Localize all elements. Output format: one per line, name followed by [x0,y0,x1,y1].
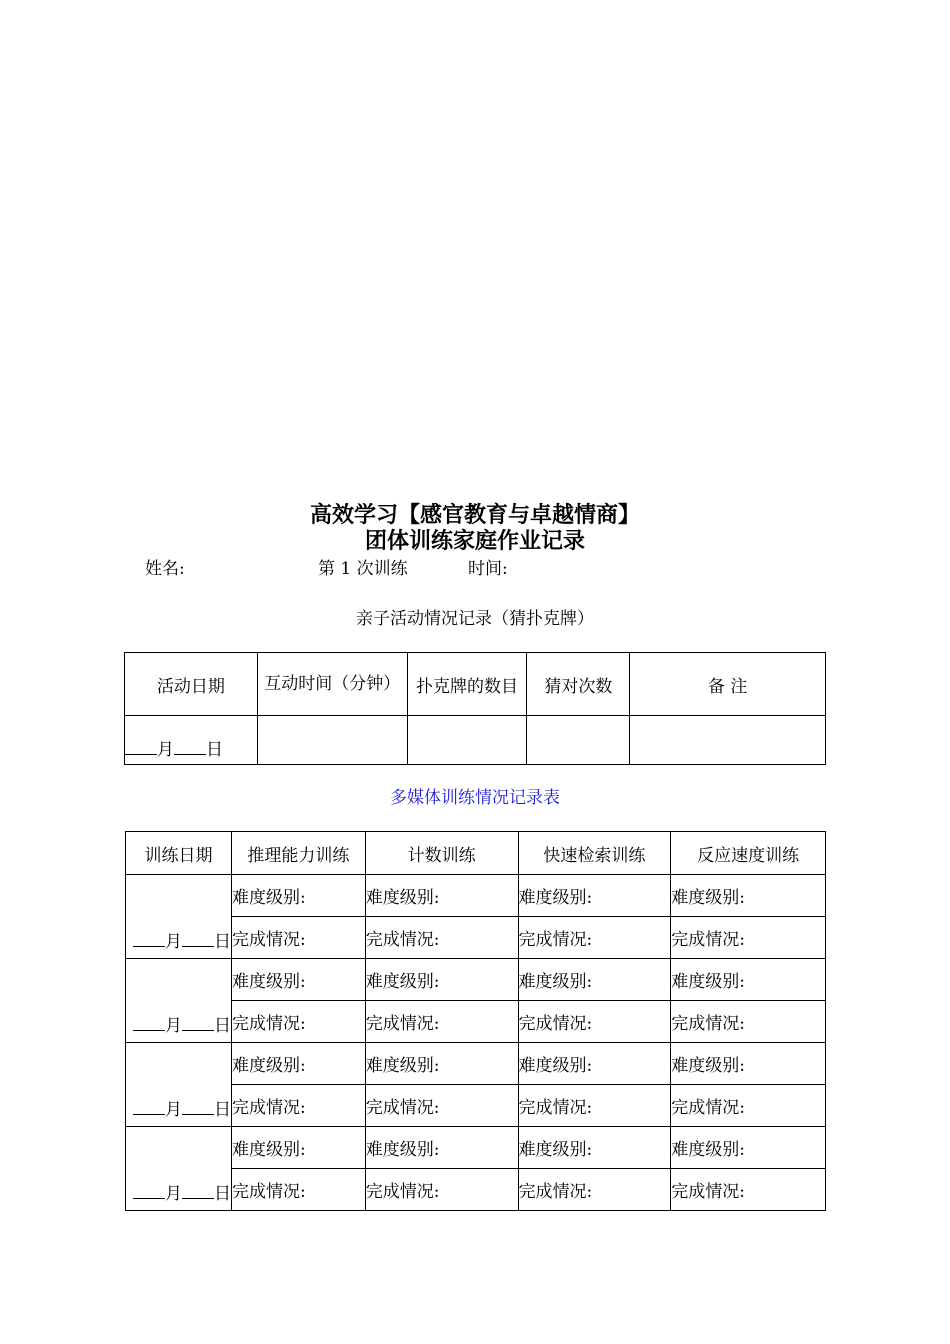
column-header: 反应速度训练 [671,832,826,875]
name-label: 姓名: [145,559,185,579]
completion-cell[interactable]: 完成情况: [671,1001,826,1043]
difficulty-cell[interactable]: 难度级别: [231,1127,365,1169]
card-count-cell[interactable] [407,716,527,765]
difficulty-cell[interactable]: 难度级别: [671,959,826,1001]
difficulty-cell[interactable]: 难度级别: [671,1043,826,1085]
parent-activity-table [124,652,826,765]
difficulty-cell[interactable]: 难度级别: [231,959,365,1001]
table-row [126,959,826,1001]
difficulty-cell[interactable]: 难度级别: [365,1127,518,1169]
column-header: 计数训练 [365,832,518,875]
completion-cell[interactable]: 完成情况: [518,1085,671,1127]
completion-cell[interactable]: 完成情况: [365,1001,518,1043]
difficulty-cell[interactable]: 难度级别: [518,1043,671,1085]
document-title-line1: 高效学习【感官教育与卓越情商】 [309,503,640,528]
difficulty-cell[interactable]: 难度级别: [518,1127,671,1169]
difficulty-cell[interactable]: 难度级别: [231,1043,365,1085]
completion-cell[interactable]: 完成情况: [231,1085,365,1127]
difficulty-cell[interactable]: 难度级别: [671,1127,826,1169]
multimedia-heading: 多媒体训练情况记录表 [390,788,560,808]
column-header: 备 注 [630,653,826,716]
table-row [126,1043,826,1085]
difficulty-cell[interactable]: 难度级别: [365,959,518,1001]
date-cell[interactable]: 月 日 [126,1043,232,1127]
completion-cell[interactable]: 完成情况: [671,1085,826,1127]
date-cell[interactable]: 月 日 [125,716,258,765]
difficulty-cell[interactable]: 难度级别: [518,875,671,917]
table-row [126,875,826,917]
time-label: 时间: [468,559,508,579]
completion-cell[interactable]: 完成情况: [365,1169,518,1211]
completion-cell[interactable]: 完成情况: [231,1169,365,1211]
date-cell[interactable]: 月 日 [126,1127,232,1211]
completion-cell[interactable]: 完成情况: [231,1001,365,1043]
column-header: 扑克牌的数目 [407,653,527,716]
completion-cell[interactable]: 完成情况: [365,1085,518,1127]
difficulty-cell[interactable]: 难度级别: [365,875,518,917]
completion-cell[interactable]: 完成情况: [671,917,826,959]
interaction-time-cell[interactable] [257,716,407,765]
completion-cell[interactable]: 完成情况: [365,917,518,959]
column-header: 猜对次数 [527,653,630,716]
difficulty-cell[interactable]: 难度级别: [231,875,365,917]
difficulty-cell[interactable]: 难度级别: [518,959,671,1001]
column-header: 活动日期 [125,653,258,716]
parent-activity-heading: 亲子活动情况记录（猜扑克牌） [356,609,594,629]
date-cell[interactable]: 月 日 [126,959,232,1043]
table-header-row [126,832,826,875]
table-row [126,1127,826,1169]
difficulty-cell[interactable]: 难度级别: [365,1043,518,1085]
column-header: 训练日期 [126,832,232,875]
multimedia-table [125,831,826,1211]
completion-cell[interactable]: 完成情况: [518,917,671,959]
completion-cell[interactable]: 完成情况: [518,1001,671,1043]
completion-cell[interactable]: 完成情况: [518,1169,671,1211]
column-header: 快速检索训练 [518,832,671,875]
column-header: 推理能力训练 [231,832,365,875]
table-row [125,716,826,765]
remarks-cell[interactable] [630,716,826,765]
session-label: 第 1 次训练 [318,559,408,579]
table-header-row [125,653,826,716]
completion-cell[interactable]: 完成情况: [231,917,365,959]
completion-cell[interactable]: 完成情况: [671,1169,826,1211]
date-cell[interactable]: 月 日 [126,875,232,959]
difficulty-cell[interactable]: 难度级别: [671,875,826,917]
correct-count-cell[interactable] [527,716,630,765]
document-title-line2: 团体训练家庭作业记录 [364,529,585,554]
column-header: 互动时间（分钟） [257,653,407,716]
